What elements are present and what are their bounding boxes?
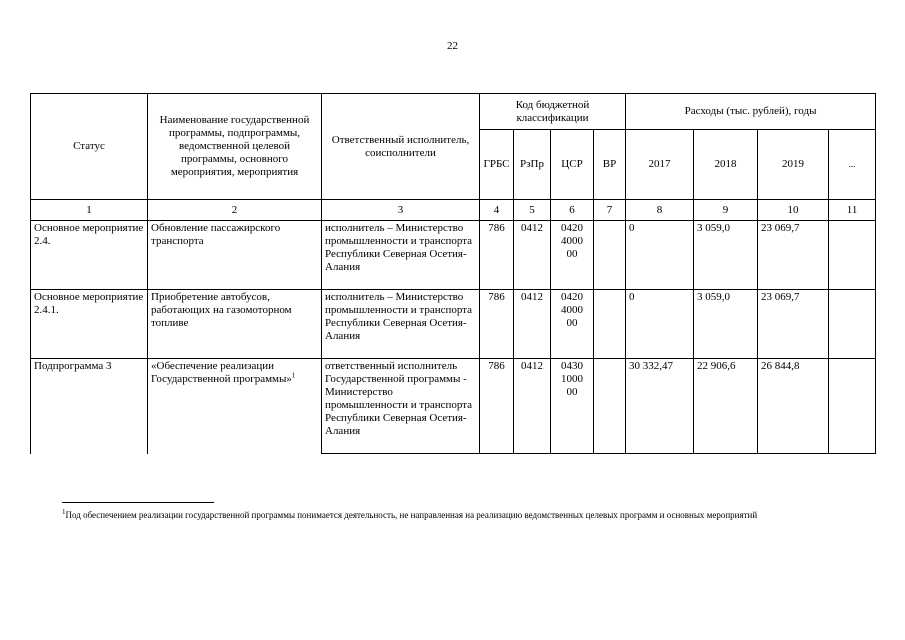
- header-status: Статус: [31, 94, 148, 200]
- row-vr: [594, 221, 626, 290]
- column-number: 10: [758, 200, 829, 221]
- row-extra: [829, 359, 876, 454]
- row-grbs: 786: [480, 359, 514, 454]
- row-vr: [594, 290, 626, 359]
- row-grbs: 786: [480, 290, 514, 359]
- row-csr-part: 0420: [561, 222, 583, 234]
- row-csr: [551, 290, 594, 359]
- footnote-divider: [62, 502, 214, 503]
- row-csr-part: 00: [566, 386, 578, 398]
- row-vr: [594, 359, 626, 454]
- footnote-marker: 1: [62, 508, 66, 516]
- footnote-text: Под обеспечением реализации государственной программы понимается деятельность, не направленная на реализацию ведомственных целевых программ и основных мероприятий: [65, 510, 758, 520]
- row-csr-part: 00: [566, 248, 578, 260]
- header-grbs: ГРБС: [480, 130, 514, 200]
- row-status: Подпрограмма 3: [31, 359, 148, 454]
- row-csr-part: 4000: [561, 235, 583, 247]
- row-2019: 23 069,7: [758, 290, 829, 359]
- row-rzpr: 0412: [514, 359, 551, 454]
- row-name: [148, 359, 322, 454]
- column-number: 5: [514, 200, 551, 221]
- row-2018: 3 059,0: [694, 221, 758, 290]
- table-row: [31, 359, 876, 454]
- header-2019: 2019: [758, 130, 829, 200]
- table-row: [31, 221, 876, 290]
- column-number: 1: [31, 200, 148, 221]
- row-2017: 0: [626, 290, 694, 359]
- column-number: 11: [829, 200, 876, 221]
- column-number: 7: [594, 200, 626, 221]
- header-2018: 2018: [694, 130, 758, 200]
- row-extra: [829, 290, 876, 359]
- footnote: [62, 508, 852, 522]
- row-rzpr: 0412: [514, 290, 551, 359]
- row-status: Основное мероприятие 2.4.: [31, 221, 148, 290]
- row-csr-part: 1000: [561, 373, 583, 385]
- page-number: 22: [447, 40, 458, 52]
- row-2018: 3 059,0: [694, 290, 758, 359]
- row-name-text: «Обеспечение реализации Государственной программы»: [151, 360, 292, 385]
- header-ellipsis: ...: [829, 130, 876, 200]
- row-rzpr: 0412: [514, 221, 551, 290]
- table-row: [31, 290, 876, 359]
- row-2017: 30 332,47: [626, 359, 694, 454]
- column-numbers-row: [31, 200, 876, 221]
- header-csr: ЦСР: [551, 130, 594, 200]
- row-csr: [551, 221, 594, 290]
- row-2019: 23 069,7: [758, 221, 829, 290]
- row-executor: исполнитель – Министерство промышленности и транспорта Республики Северная Осетия-Алания: [322, 221, 480, 290]
- row-csr-part: 00: [566, 317, 578, 329]
- row-2017: 0: [626, 221, 694, 290]
- row-extra: [829, 221, 876, 290]
- row-csr-part: 0420: [561, 291, 583, 303]
- row-grbs: 786: [480, 221, 514, 290]
- row-csr-part: 4000: [561, 304, 583, 316]
- row-csr-part: 0430: [561, 360, 583, 372]
- footnote-ref: 1: [291, 371, 296, 380]
- header-row-1: [31, 94, 876, 130]
- row-executor: исполнитель – Министерство промышленности и транспорта Республики Северная Осетия-Алания: [322, 290, 480, 359]
- header-expenses: Расходы (тыс. рублей), годы: [626, 94, 876, 130]
- row-csr: [551, 359, 594, 454]
- column-number: 2: [148, 200, 322, 221]
- column-number: 3: [322, 200, 480, 221]
- header-rzpr: РзПр: [514, 130, 551, 200]
- budget-table: [30, 93, 876, 454]
- column-number: 6: [551, 200, 594, 221]
- row-name: Обновление пассажирского транспорта: [148, 221, 322, 290]
- header-vr: ВР: [594, 130, 626, 200]
- row-2018: 22 906,6: [694, 359, 758, 454]
- column-number: 4: [480, 200, 514, 221]
- header-2017: 2017: [626, 130, 694, 200]
- column-number: 8: [626, 200, 694, 221]
- column-number: 9: [694, 200, 758, 221]
- row-name: Приобретение автобусов, работающих на газомоторном топливе: [148, 290, 322, 359]
- header-budget-code: Код бюджетной классификации: [480, 94, 626, 130]
- row-executor: ответственный исполнитель Государственной программы - Министерство промышленности и транспорта Республики Северная Осетия-Алания: [322, 359, 480, 454]
- header-name: Наименование государственной программы, подпрограммы, ведомственной целевой программы, основного мероприятия, мероприятия: [148, 94, 322, 200]
- row-2019: 26 844,8: [758, 359, 829, 454]
- row-status: Основное мероприятие 2.4.1.: [31, 290, 148, 359]
- header-executor: Ответственный исполнитель, соисполнители: [322, 94, 480, 200]
